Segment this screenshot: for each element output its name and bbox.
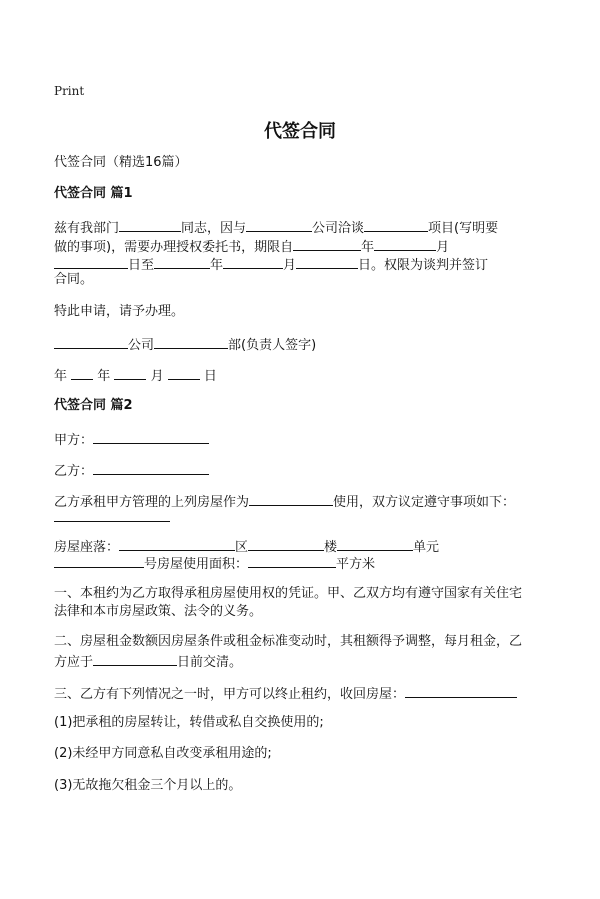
text: 公司	[128, 338, 155, 353]
text: 平方米	[336, 557, 376, 572]
blank-field	[54, 508, 170, 522]
text: 房屋座落：	[54, 540, 120, 555]
section1-para-line1	[54, 218, 498, 237]
signature-line	[54, 335, 316, 354]
date-line	[54, 366, 217, 385]
text: 区	[235, 540, 249, 555]
page-title: 代签合同	[264, 121, 336, 142]
text: 使用，双方议定遵守事项如下：	[333, 495, 516, 510]
clause3-line	[54, 684, 517, 703]
text: 方应于	[54, 655, 94, 670]
section1-heading: 代签合同 篇1	[54, 186, 133, 201]
section2-heading: 代签合同 篇2	[54, 398, 133, 413]
blank-field	[119, 218, 181, 232]
section1-para-line2	[54, 237, 449, 256]
text: 项目(写明要	[428, 221, 499, 236]
lease-purpose-line2	[54, 508, 170, 527]
blank-field	[119, 537, 235, 551]
clause1-line1: 一、本租约为乙方取得承租房屋使用权的凭证。甲、乙双方均有遵守国家有关住宅	[54, 586, 523, 601]
text: 楼	[324, 540, 338, 555]
clause1-line2: 法律和本市房屋政策、法令的义务。	[54, 604, 263, 619]
text: 月	[436, 240, 450, 255]
blank-field	[154, 335, 228, 349]
blank-field	[93, 652, 177, 666]
blank-field	[54, 255, 128, 269]
blank-field	[246, 218, 312, 232]
blank-field	[249, 492, 333, 506]
clause2-line2	[54, 652, 242, 671]
list-item: (1)把承租的房屋转让，转借或私自交换使用的;	[54, 715, 324, 730]
blank-field	[296, 255, 358, 269]
text: 乙方：	[54, 464, 94, 479]
text: 年	[361, 240, 375, 255]
blank-field	[248, 537, 324, 551]
text: 日	[203, 369, 217, 384]
blank-field	[154, 255, 210, 269]
blank-field	[293, 237, 361, 251]
party-a-line	[54, 430, 209, 449]
text: 做的事项)，需要办理授权委托书，期限自	[54, 240, 294, 255]
text: 兹有我部门	[54, 221, 120, 236]
text: 部(负责人签字)	[228, 338, 317, 353]
text: 三、乙方有下列情况之一时，甲方可以终止租约，收回房屋：	[54, 687, 406, 702]
area-line	[54, 554, 375, 573]
section1-para-line4: 合同。	[54, 272, 94, 287]
blank-field	[71, 366, 93, 380]
text: 年	[97, 369, 111, 384]
text: 乙方承租甲方管理的上列房屋作为	[54, 495, 250, 510]
text: 月	[283, 258, 297, 273]
blank-field	[93, 430, 209, 444]
intro-text: 代签合同（精选16篇）	[54, 155, 188, 170]
list-item: (3)无故拖欠租金三个月以上的。	[54, 778, 242, 793]
blank-field	[248, 554, 336, 568]
blank-field	[364, 218, 428, 232]
list-item: (2)未经甲方同意私自改变承租用途的;	[54, 746, 272, 761]
blank-field	[374, 237, 436, 251]
blank-field	[93, 461, 209, 475]
text: 日至	[128, 258, 155, 273]
text: 公司洽谈	[312, 221, 365, 236]
blank-field	[54, 335, 128, 349]
text: 甲方：	[54, 433, 94, 448]
section1-para-line3	[54, 255, 488, 274]
blank-field	[405, 684, 517, 698]
blank-field	[114, 366, 146, 380]
text: 同志，因与	[181, 221, 247, 236]
blank-field	[337, 537, 413, 551]
clause2-line1: 二、房屋租金数额因房屋条件或租金标准变动时，其租额得予调整，每月租金，乙	[54, 634, 523, 649]
party-b-line	[54, 461, 209, 480]
blank-field	[223, 255, 283, 269]
print-link[interactable]: Print	[54, 84, 85, 98]
blank-field	[168, 366, 200, 380]
text: 年	[54, 369, 68, 384]
request-text: 特此申请，请予办理。	[54, 304, 185, 319]
text: 日前交清。	[177, 655, 243, 670]
text: 单元	[413, 540, 440, 555]
blank-field	[54, 554, 144, 568]
text: 年	[210, 258, 224, 273]
text: 日。权限为谈判并签订	[358, 258, 489, 273]
text: 号房屋使用面积：	[144, 557, 249, 572]
text: 月	[150, 369, 164, 384]
